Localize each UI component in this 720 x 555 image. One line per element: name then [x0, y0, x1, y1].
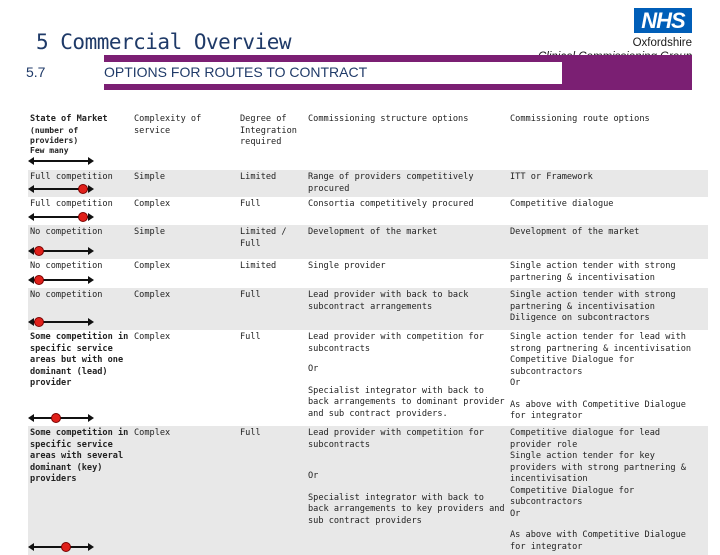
cell-integration: Limited	[240, 261, 277, 271]
cell-route: Single action tender for lead with strong partnering & incentivisation Competitive Dialogue for subcontractors Or As above with Competitive Dialogue for integrator	[510, 332, 692, 421]
header-integration: Degree of Integration required	[240, 114, 297, 147]
table-row	[28, 170, 708, 197]
cell-structure: Single provider	[308, 261, 386, 271]
cell-state: No competition	[28, 288, 132, 330]
market-slider-icon	[28, 184, 94, 194]
market-slider-icon	[28, 542, 94, 552]
market-slider-icon	[28, 275, 94, 285]
cell-complexity: Simple	[132, 225, 238, 259]
cell-route: Single action tender with strong partnering & incentivisation Diligence on subcontractors	[508, 288, 708, 330]
cell-state: Full competition	[28, 170, 132, 197]
table-row	[28, 426, 708, 555]
cell-complexity: Complex	[132, 426, 238, 555]
header-row	[28, 112, 708, 170]
cell-integration: Full	[240, 332, 261, 342]
cell-structure: Lead provider with competition for subcontracts Or Specialist integrator with back to back arrangements to dominant provider and sub contract providers.	[308, 332, 505, 419]
cell-integration: Full	[240, 199, 261, 209]
page-title: 5 Commercial Overview	[36, 30, 292, 54]
section-number: 5.7	[26, 64, 46, 80]
table-row	[28, 225, 708, 259]
market-position-dot	[78, 184, 88, 194]
table-row	[28, 330, 708, 426]
market-position-dot	[34, 275, 44, 285]
cell-complexity: Complex	[134, 261, 171, 271]
market-slider-icon	[28, 212, 94, 222]
header-route: Commissioning route options	[510, 114, 650, 124]
org-line-1: Oxfordshire	[632, 37, 692, 49]
cell-state: Some competition in specific service areas but with one dominant (lead) provider	[30, 332, 129, 388]
table-row	[28, 259, 708, 288]
section-title: OPTIONS FOR ROUTES TO CONTRACT	[104, 64, 368, 80]
cell-complexity: Complex	[134, 332, 171, 342]
cell-integration: Full	[238, 288, 306, 330]
cell-complexity: Complex	[132, 288, 238, 330]
nhs-logo: NHS	[634, 8, 692, 33]
cell-structure: Development of the market	[306, 225, 508, 259]
header-state: State of Market (number of providers) Few many	[30, 114, 108, 155]
market-position-dot	[51, 413, 61, 423]
table-row	[28, 197, 708, 225]
cell-structure: Lead provider with competition for subcontracts Or Specialist integrator with back to back arrangements to key providers and sub contract providers	[306, 426, 508, 555]
market-position-dot	[34, 246, 44, 256]
market-slider-icon	[28, 317, 94, 327]
market-slider-icon	[28, 413, 94, 423]
cell-state: Some competition in specific service areas with several dominant (key) providers	[28, 426, 132, 555]
cell-route: Competitive dialogue for lead provider role Single action tender for key providers with strong partnering & incentivisation Competitive Dialogue for subcontractors Or As above with Competitive Dialogue for integrator	[508, 426, 708, 555]
market-slider-icon	[28, 156, 94, 166]
cell-structure: Lead provider with back to back subcontract arrangements	[306, 288, 508, 330]
market-position-dot	[78, 212, 88, 222]
cell-integration: Limited	[238, 170, 306, 197]
cell-route: Competitive dialogue	[510, 199, 614, 209]
header-complexity: Complexity of service	[134, 114, 202, 136]
cell-structure: Consortia competitively procured	[308, 199, 474, 209]
cell-integration: Limited / Full	[238, 225, 306, 259]
market-slider-icon	[28, 246, 94, 256]
routes-table	[28, 112, 708, 552]
market-position-dot	[61, 542, 71, 552]
cell-route: ITT or Framework	[508, 170, 708, 197]
table-row	[28, 288, 708, 330]
header-structure: Commissioning structure options	[308, 114, 469, 124]
cell-route: Single action tender with strong partnering & incentivisation	[510, 261, 676, 283]
cell-integration: Full	[238, 426, 306, 555]
cell-complexity: Simple	[132, 170, 238, 197]
cell-complexity: Complex	[134, 199, 171, 209]
market-position-dot	[34, 317, 44, 327]
cell-state: Full competition	[30, 199, 113, 209]
cell-state: No competition	[30, 261, 103, 271]
cell-structure: Range of providers competitively procured	[306, 170, 508, 197]
cell-state: No competition	[28, 225, 132, 259]
cell-route: Development of the market	[508, 225, 708, 259]
